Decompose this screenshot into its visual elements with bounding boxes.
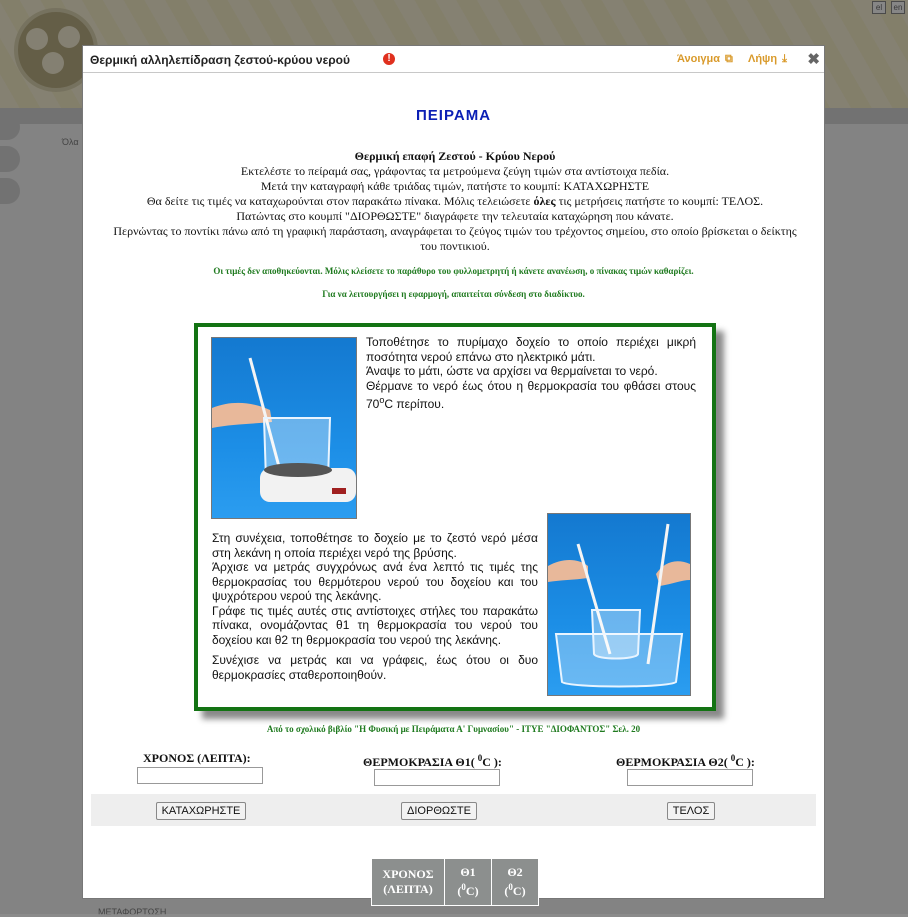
step1-text-part: C περίπου. — [384, 397, 445, 411]
open-label: Άνοιγμα — [677, 53, 721, 65]
step2-text — [212, 531, 538, 682]
instructions — [105, 149, 805, 254]
hot-plate-dial — [332, 488, 346, 494]
cooling-illustration — [548, 514, 690, 695]
submit-button[interactable]: ΚΑΤΑΧΩΡΗΣΤΕ — [156, 802, 246, 820]
header-sup: 0 — [508, 882, 513, 892]
step2-line: Γράφε τις τιμές αυτές στις αντίστοιχες στήλες του παρακάτω πίνακα, ονομάζοντας θ1 τη θερμοκρασία του νερού του δοχείου και θ2 τη θερμοκρασία του νερού της λεκάνης. — [212, 603, 538, 647]
header-text: C — [465, 884, 475, 898]
instructions-text: τις μετρήσεις πατήστε το κουμπί: ΤΕΛΟΣ. — [555, 194, 764, 208]
step1-text — [366, 335, 696, 412]
temp2-sup: 0 — [730, 753, 736, 763]
lang-el-button[interactable]: el — [872, 1, 886, 14]
time-input[interactable] — [137, 767, 263, 784]
instructions-text: Θα δείτε τις τιμές να καταχωρούνται στον παρακάτω πίνακα. Μόλις τελειώσετε — [146, 194, 534, 208]
table-header-t2: Θ2 ($^0$C) — [492, 859, 539, 906]
open-button[interactable] — [677, 53, 733, 66]
left-hand — [548, 560, 588, 582]
header-text: Θ2 — [507, 865, 523, 879]
lang-en-button[interactable]: en — [891, 1, 905, 14]
temp2-label — [616, 753, 755, 770]
step1-line: Τοποθέτησε το πυρίμαχο δοχείο το οποίο περιέχει μικρή ποσότητα νερού επάνω στο ηλεκτρικό μάτι. — [366, 335, 696, 364]
download-button[interactable] — [748, 53, 787, 66]
instructions-line: Μετά την καταγραφή κάθε τριάδας τιμών, πατήστε το κουμπί: ΚΑΤΑΧΩΡΗΣΤΕ — [260, 179, 650, 193]
experiment-heading: ΠΕΙΡΑΜΑ — [415, 107, 492, 124]
instructions-line: Περνώντας το ποντίκι πάνω από τη γραφική παράσταση, αναγράφεται το ζεύγος τιμών του τρέχοντος σημείου, στο οποίο βρίσκεται ο δείκτης του ποντικιού. — [113, 224, 797, 253]
experiment-dialog — [82, 45, 825, 899]
temp1-label-text: ΘΕΡΜΟΚΡΑΣΙΑ Θ1( — [363, 755, 478, 769]
temp1-label — [363, 753, 502, 770]
step1-line: Άναψε το μάτι, ώστε να αρχίσει να θερμαίνεται το νερό. — [366, 364, 658, 378]
dialog-header — [83, 46, 824, 73]
header-text: (ΛΕΠΤΑ) — [383, 882, 433, 896]
heating-photo — [211, 337, 357, 519]
table-header-time — [372, 859, 445, 906]
step1-line — [366, 379, 696, 412]
correct-button[interactable]: ΔΙΟΡΘΩΣΤΕ — [401, 802, 477, 820]
step2-line: Άρχισε να μετράς συγχρόνως ανά ένα λεπτό τις τιμές της θερμοκρασίας του θερμότερου νερού του δοχείου και του ψυχρότερου νερού της λεκάνης. — [212, 560, 538, 603]
external-link-icon: ⧉ — [725, 53, 733, 65]
table-header-t1: Θ1 ($^0$C) — [445, 859, 492, 906]
temp2-input[interactable] — [627, 769, 753, 786]
step2-line: Στη συνέχεια, τοποθέτησε το δοχείο με το ζεστό νερό μέσα στη λεκάνη η οποία περιέχει νερό της βρύσης. — [212, 531, 538, 560]
instructions-line: Πατώντας στο κουμπί "ΔΙΟΡΘΩΣΤΕ" διαγράφετε την τελευταία καταχώρηση που κάνατε. — [236, 209, 674, 223]
close-button[interactable]: ✖ — [807, 51, 820, 68]
source-citation: Από το σχολικό βιβλίο "Η Φυσική με Πειράματα Α' Γυμνασίου" - ΙΤΥΕ "ΔΙΟΦΑΝΤΟΣ" Σελ. 20 — [266, 724, 641, 734]
instructions-line — [105, 194, 805, 209]
header-text: C — [512, 884, 522, 898]
warning-icon: ! — [383, 53, 395, 65]
temp1-sup: 0 — [477, 753, 483, 763]
instructions-line: Εκτελέστε το πείραμά σας, γράφοντας τα μετρούμενα ζεύγη τιμών στα αντίστοιχα πεδία. — [240, 164, 670, 178]
temp1-input[interactable] — [374, 769, 500, 786]
step1-text-part: Θέρμανε το νερό έως ότου η θερμοκρασία του φθάσει στους 70 — [366, 378, 696, 411]
temp2-label-unit: C ): — [735, 755, 755, 769]
header-text: Θ1 — [460, 865, 476, 879]
results-table — [371, 858, 539, 906]
end-button[interactable]: ΤΕΛΟΣ — [667, 802, 715, 820]
button-bar — [91, 794, 816, 826]
temp1-label-unit: C ): — [482, 755, 502, 769]
temp2-label-text: ΘΕΡΜΟΚΡΑΣΙΑ Θ2( — [616, 755, 731, 769]
table-header-row — [372, 859, 539, 906]
inner-beaker — [592, 610, 640, 659]
heating-illustration — [212, 338, 356, 518]
storage-note: Οι τιμές δεν αποθηκεύονται. Μόλις κλείσετε το παράθυρο του φυλλομετρητή ή κάνετε ανανέωση, ο πίνακας τιμών καθαρίζει. — [213, 266, 694, 276]
footer-text: ΜΕΤΑΦΟΡΤΩΣΗ — [98, 907, 167, 917]
procedure-figure — [194, 323, 716, 711]
dialog-title: Θερμική αλληλεπίδραση ζεστού-κρύου νερού — [90, 53, 350, 67]
side-text: Όλα — [62, 137, 79, 147]
step2-line: Συνέχισε να μετράς και να γράφεις, έως ότου οι δυο θερμοκρασίες σταθεροποιηθούν. — [212, 653, 538, 682]
header-sup: 0 — [461, 882, 466, 892]
hot-plate-surface — [264, 463, 332, 477]
instructions-subtitle: Θερμική επαφή Ζεστού - Κρύου Νερού — [354, 149, 556, 163]
download-icon: ⤓ — [782, 53, 787, 65]
header-text: ΧΡΟΝΟΣ — [382, 867, 434, 881]
instructions-bold: όλες — [533, 194, 556, 208]
connection-note: Για να λειτουργήσει η εφαρμογή, απαιτείται σύνδεση στο διαδίκτυο. — [322, 289, 585, 299]
download-label: Λήψη — [748, 53, 778, 65]
time-label: ΧΡΟΝΟΣ (ΛΕΠΤΑ): — [143, 751, 251, 765]
degree-sup: ο — [379, 395, 385, 405]
cooling-photo — [547, 513, 691, 696]
